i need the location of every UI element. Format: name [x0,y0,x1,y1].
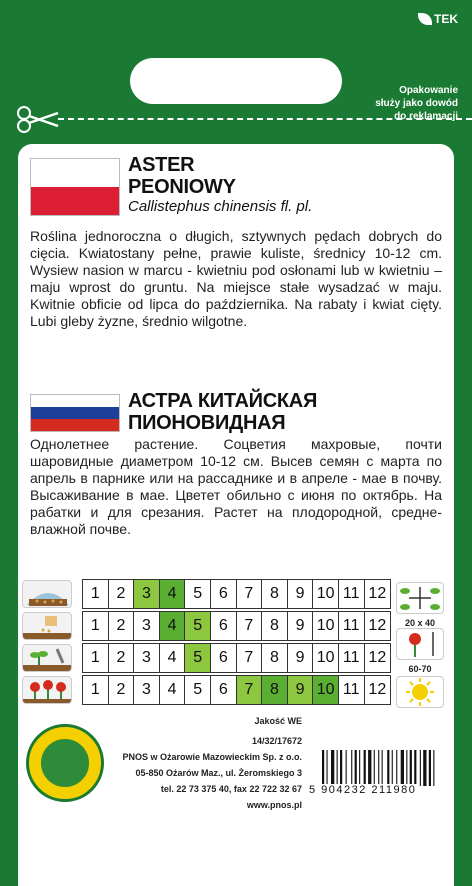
flower-icon [22,676,72,704]
title-line: PEONIOWY [128,176,236,198]
month-cell: 2 [109,612,135,640]
russian-title [128,390,317,434]
latin-name: Callistephus chinensis fl. pl. [128,198,313,215]
month-cell: 7 [237,644,263,672]
month-cell: 10 [313,612,339,640]
notice-line: Opakowanie [399,85,458,96]
calendar-row-sowing-under-cover [22,580,387,608]
month-cell: 10 [313,644,339,672]
month-cell: 8 [262,580,288,608]
month-cell: 2 [109,644,135,672]
month-cells [82,675,391,705]
barcode-number: 5 904232 211980 [309,784,417,796]
month-cell: 4 [160,644,186,672]
company-website[interactable]: www.pnos.pl [246,800,302,810]
spacing-label: 20 x 40 [404,618,436,628]
scissors-icon [16,104,60,134]
month-cell: 1 [83,644,109,672]
month-cell: 1 [83,612,109,640]
pnos-seal-logo [26,724,104,802]
month-cell: 8 [262,612,288,640]
month-cell: 8 [262,644,288,672]
month-cell: 11 [339,676,365,704]
title-line: ПИОНОВИДНАЯ [128,412,286,434]
russia-flag-icon [30,394,120,432]
seed-sowing-icon [22,612,72,640]
russian-description: Однолетнее растение. Соцветия махровые, почти шаровидные диаметром 10-12 см. Высев семян с марта по апрель в парнике или на рассаднике и в апреле - мае в почву. Высаживание в мае. Цветет обильно с июня по октябрь. На рабатки и для срезания. Растет на плодородной, средне-влажной почве. [30,436,442,537]
month-cell: 3 [134,676,160,704]
month-cell: 6 [211,676,237,704]
seedling-icon [22,644,72,672]
month-cell: 3 [134,644,160,672]
poland-flag-icon [30,158,120,216]
month-cell: 3 [134,580,160,608]
month-cell: 6 [211,644,237,672]
month-cell: 1 [83,580,109,608]
month-cell: 9 [288,676,314,704]
month-cell: 5 [185,612,211,640]
company-address: 05-850 Ożarów Maz., ul. Żeromskiego 3 [135,768,302,778]
month-cell: 12 [368,617,387,634]
brand-logo [418,12,458,26]
month-cell: 6 [211,612,237,640]
month-cell: 6 [211,580,237,608]
month-cell: 10 [313,676,339,704]
month-cell: 11 [339,644,365,672]
month-cell: 4 [160,580,186,608]
month-cell: 7 [237,612,263,640]
month-cell: 1 [83,676,109,704]
month-cell: 5 [185,676,211,704]
month-cell: 12 [368,585,387,602]
month-cell: 7 [237,580,263,608]
month-cell: 9 [288,644,314,672]
month-cell: 9 [288,580,314,608]
title-line: АСТРА КИТАЙСКАЯ [128,390,318,412]
month-cell: 3 [134,612,160,640]
month-cell: 2 [109,580,135,608]
month-cell: 2 [109,676,135,704]
notice-line: do reklamacji [394,111,458,122]
month-cell: 11 [339,612,365,640]
month-cells [82,579,391,609]
cut-line [58,118,472,120]
month-cell: 7 [237,676,263,704]
month-cell: 9 [288,612,314,640]
polish-description: Roślina jednoroczna o długich, sztywnych pędach dobrych do cięcia. Kwiatostany pełne, prawie kuliste, średnicy 10-12 cm. Wysiew nasion w marcu - kwietniu pod osłonami lub w kwietniu – maju wprost do gruntu. Na miejsce stałe wysadzać w maju. Kwitnie obficie od lipca do października. Na rabaty i kwiat cięty. Lubi gleby żyzne, średnio wilgotne. [30,228,442,329]
title-line: ASTER [128,154,195,176]
height-label: 60-70 [408,664,432,674]
company-name: PNOS w Ożarowie Mazowieckim Sp. z o.o. [122,752,302,762]
notice-line: służy jako dowód [375,98,458,109]
month-cell: 12 [368,649,387,666]
sun-icon [396,676,444,708]
seed-tray-icon [22,580,72,608]
month-cell: 12 [368,681,387,698]
calendar-row-flowering [22,676,387,704]
month-cells [82,611,391,641]
brand-name: TEK [434,12,458,26]
quality-label: Jakość WE [254,716,302,726]
month-cell: 5 [185,644,211,672]
label-card [18,144,454,886]
calendar-row-sowing-outdoors [22,612,387,640]
month-cell: 10 [313,580,339,608]
spacing-icon [396,582,444,614]
polish-title [128,154,236,198]
month-cell: 4 [160,612,186,640]
month-cell: 8 [262,676,288,704]
month-cell: 4 [160,676,186,704]
plant-height-icon [396,628,444,660]
company-phone: tel. 22 73 375 40, fax 22 722 32 67 [160,784,302,794]
hang-hole [130,58,342,104]
product-code: 14/32/17672 [251,736,302,746]
leaf-icon [418,13,432,25]
month-cell: 11 [339,580,365,608]
month-cells [82,643,391,673]
calendar-row-planting-out [22,644,387,672]
month-cell: 5 [185,580,211,608]
